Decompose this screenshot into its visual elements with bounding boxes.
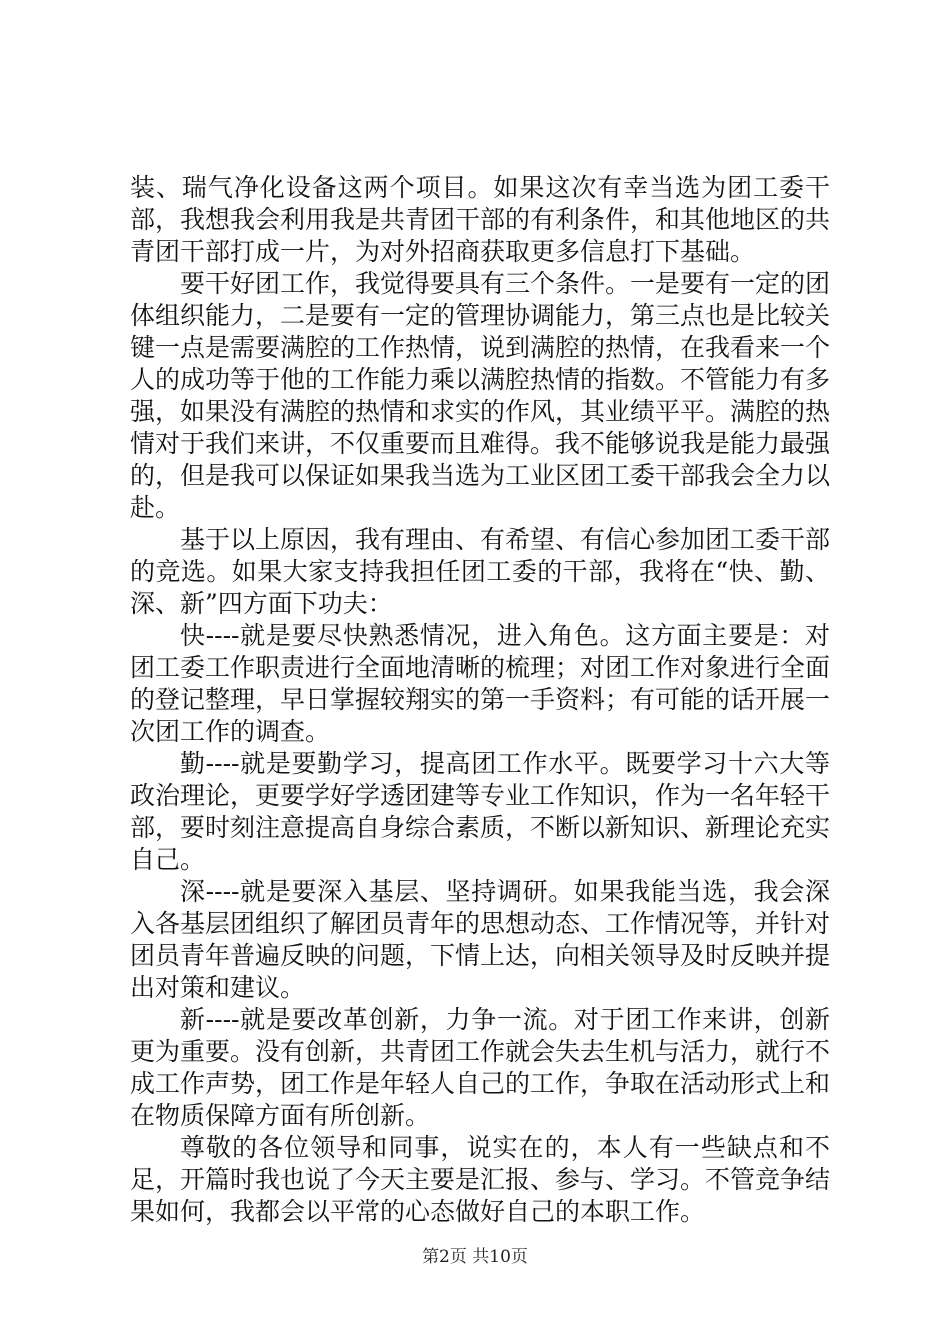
paragraph: 装、瑞气净化设备这两个项目。如果这次有幸当选为团工委干部，我想我会利用我是共青团干部的有利条件，和其他地区的共青团干部打成一片，为对外招商获取更多信息打下基础。 [130,173,831,266]
paragraph: 要干好团工作，我觉得要具有三个条件。一是要有一定的团体组织能力，二是要有一定的管理协调能力，第三点也是比较关键一点是需要满腔的工作热情，说到满腔的热情，在我看来一个人的成功等于他的工作能力乘以满腔热情的指数。不管能力有多强，如果没有满腔的热情和求实的作风，其业绩平平。满腔的热情对于我们来讲，不仅重要而且难得。我不能够说我是能力最强的，但是我可以保证如果我当选为工业区团工委干部我会全力以赴。 [130,269,831,522]
page-number-footer: 第2页 共10页 [422,1247,528,1267]
paragraph: 新----就是要改革创新，力争一流。对于团工作来讲，创新更为重要。没有创新，共青团工作就会失去生机与活力，就行不成工作声势，团工作是年轻人自己的工作，争取在活动形式上和在物质保障方面有所创新。 [130,1005,831,1130]
paragraph: 快----就是要尽快熟悉情况，进入角色。这方面主要是：对团工委工作职责进行全面地清晰的梳理；对团工作对象进行全面的登记整理，早日掌握较翔实的第一手资料；有可能的话开展一次团工作的调查。 [130,621,831,746]
paragraph: 勤----就是要勤学习，提高团工作水平。既要学习十六大等政治理论，更要学好学透团建等专业工作知识，作为一名年轻干部，要时刻注意提高自身综合素质，不断以新知识、新理论充实自己。 [130,749,831,874]
paragraph: 深----就是要深入基层、坚持调研。如果我能当选，我会深入各基层团组织了解团员青年的思想动态、工作情况等，并针对团员青年普遍反映的问题，下情上达，向相关领导及时反映并提出对策和建议。 [130,877,831,1002]
paragraph: 基于以上原因，我有理由、有希望、有信心参加团工委干部的竞选。如果大家支持我担任团工委的干部，我将在“快、勤、深、新”四方面下功夫： [130,525,831,618]
paragraph: 尊敬的各位领导和同事，说实在的，本人有一些缺点和不足，开篇时我也说了今天主要是汇报、参与、学习。不管竞争结果如何，我都会以平常的心态做好自己的本职工作。 [130,1133,831,1226]
document-body [130,172,830,1228]
